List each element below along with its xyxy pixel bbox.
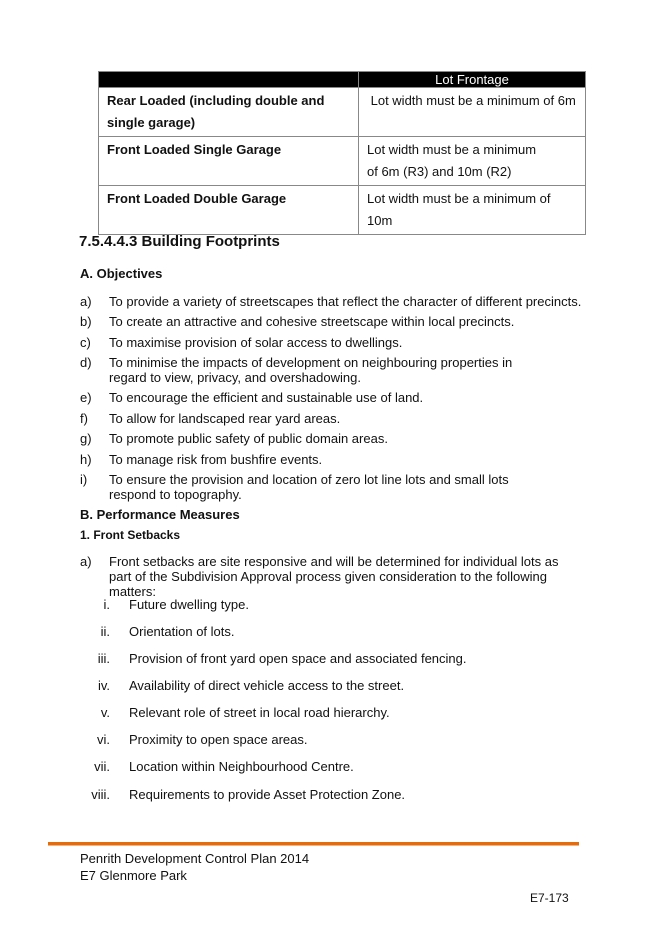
front-setbacks-heading: 1. Front Setbacks xyxy=(80,528,181,542)
objective-label: a) xyxy=(80,294,92,309)
objective-label: e) xyxy=(80,390,92,405)
objective-text: To ensure the provision and location of zero lot line lots and small lots respond to topography. xyxy=(109,472,509,502)
footer-rule xyxy=(48,842,579,845)
table-header-row xyxy=(99,72,586,88)
cell: Lot width must be a minimum of 10m xyxy=(359,186,586,235)
objective-text: To manage risk from bushfire events. xyxy=(109,452,323,467)
matter-label: v. xyxy=(100,705,110,720)
objective-text: To provide a variety of streetscapes that reflect the character of different precincts. xyxy=(109,294,582,309)
cell: Front Loaded Double Garage xyxy=(99,186,359,235)
matter-label: viii. xyxy=(91,787,110,802)
footer-title: Penrith Development Control Plan 2014 xyxy=(80,851,310,866)
matter-text: Availability of direct vehicle access to the street. xyxy=(129,678,405,693)
table-row xyxy=(99,186,586,235)
objective-text: To allow for landscaped rear yard areas. xyxy=(109,411,341,426)
objective-text: To maximise provision of solar access to dwellings. xyxy=(109,335,403,350)
objective-label: i) xyxy=(80,472,88,487)
item-label: a) xyxy=(80,554,92,569)
objective-text: To encourage the efficient and sustainable use of land. xyxy=(109,390,424,405)
objective-label: b) xyxy=(80,314,92,329)
matter-text: Location within Neighbourhood Centre. xyxy=(129,759,354,774)
performance-heading: B. Performance Measures xyxy=(80,507,240,522)
matter-text: Provision of front yard open space and associated fencing. xyxy=(129,651,467,666)
objective-label: c) xyxy=(80,335,91,350)
section-title: 7.5.4.4.3 Building Footprints xyxy=(79,233,280,250)
matter-text: Requirements to provide Asset Protection Zone. xyxy=(129,787,406,802)
matter-label: vi. xyxy=(97,732,110,747)
objective-text: To create an attractive and cohesive streetscape within local precincts. xyxy=(109,314,515,329)
page-number: E7-173 xyxy=(530,891,569,905)
cell: Front Loaded Single Garage xyxy=(99,137,359,186)
matter-text: Orientation of lots. xyxy=(129,624,235,639)
objective-text: To minimise the impacts of development on neighbouring properties in regard to view, privacy, and overshadowing. xyxy=(109,355,513,385)
matter-label: vii. xyxy=(94,759,110,774)
objective-text: To promote public safety of public domain areas. xyxy=(109,431,388,446)
table-row xyxy=(99,137,586,186)
footer-subtitle: E7 Glenmore Park xyxy=(80,868,187,883)
matter-text: Proximity to open space areas. xyxy=(129,732,308,747)
matter-label: i. xyxy=(103,597,110,612)
lot-frontage-table xyxy=(98,71,586,235)
objective-label: f) xyxy=(80,411,88,426)
cell: Lot width must be a minimum of 6m xyxy=(359,88,586,137)
cell: Lot width must be a minimum of 6m (R3) and 10m (R2) xyxy=(359,137,586,186)
matter-text: Relevant role of street in local road hierarchy. xyxy=(129,705,390,720)
matter-label: iv. xyxy=(97,678,110,693)
cell: Rear Loaded (including double and single garage) xyxy=(99,88,359,137)
header-cell: Lot Frontage xyxy=(359,72,586,88)
objective-label: d) xyxy=(80,355,92,370)
matter-text: Future dwelling type. xyxy=(129,597,249,612)
item-text: Front setbacks are site responsive and will be determined for individual lots as part of the Subdivision Approval process given consideration to the following matters: xyxy=(109,554,559,599)
objective-label: g) xyxy=(80,431,92,446)
table-row xyxy=(99,88,586,137)
matter-label: iii. xyxy=(97,651,110,666)
header-cell xyxy=(99,72,359,88)
matter-label: ii. xyxy=(100,624,110,639)
objective-label: h) xyxy=(80,452,92,467)
objectives-heading: A. Objectives xyxy=(80,266,163,281)
